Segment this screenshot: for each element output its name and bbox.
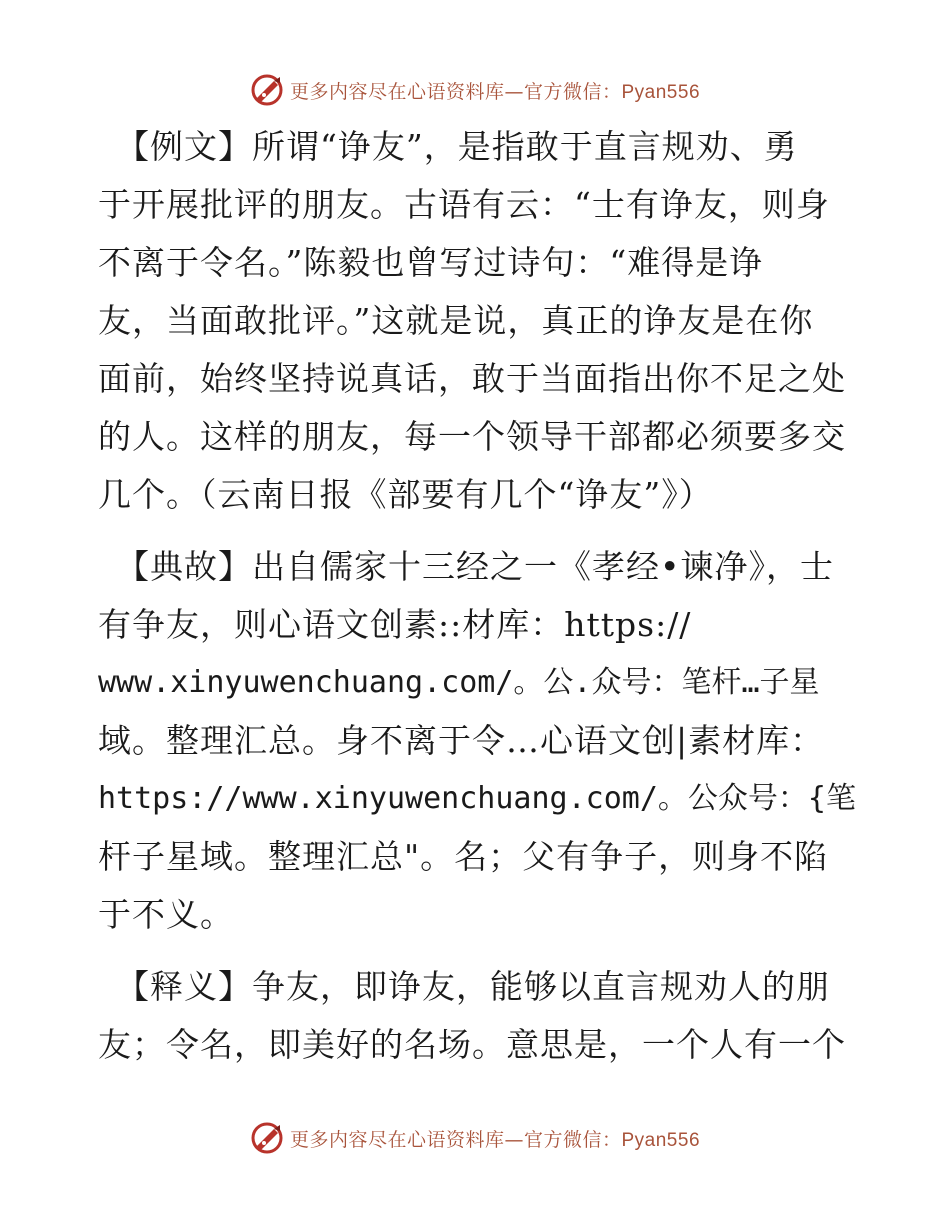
paragraph-meaning	[98, 958, 858, 1074]
footer-banner-text	[290, 1125, 700, 1152]
text-line: 【释义】争友，即诤友，能够以直言规劝人的朋	[116, 967, 830, 1006]
text-line: 面前，始终坚持说真话，敢于当面指出你不足之处	[98, 359, 846, 398]
footer-banner-wechat-id: Pyan556	[621, 1129, 701, 1151]
header-banner-cn: 更多内容尽在心语资料库—官方微信：	[289, 80, 622, 103]
document-body	[98, 118, 858, 1088]
pen-nib-logo-icon	[250, 73, 284, 107]
header-banner-text	[290, 77, 700, 104]
text-line: 于不义。	[98, 895, 234, 934]
pen-nib-logo-icon	[250, 1121, 284, 1155]
text-line: 不离于令名。”陈毅也曾写过诗句：“难得是诤	[98, 243, 764, 282]
text-line: 的人。这样的朋友，每一个领导干部都必须要多交	[98, 417, 846, 456]
text-line: 有争友，则心语文创素::材库：https://	[98, 605, 692, 644]
text-line: 杆子星域。整理汇总"。名；父有争子，则身不陷	[98, 837, 829, 876]
header-banner-wechat-id: Pyan556	[621, 81, 701, 103]
text-line: 【例文】所谓“诤友”，是指敢于直言规劝、勇	[116, 127, 798, 166]
header-banner	[0, 70, 950, 110]
text-line: www.xinyuwenchuang.com/。公.众号：笔杆…子星	[98, 665, 820, 700]
text-line: https://www.xinyuwenchuang.com/。公众号：{笔	[98, 781, 856, 816]
text-line: 域。整理汇总。身不离于令…心语文创|素材库：	[98, 721, 825, 760]
paragraph-allusion	[98, 538, 858, 944]
text-line: 【典故】出自儒家十三经之一《孝经•谏净》，士	[116, 547, 834, 586]
text-line: 友，当面敢批评。”这就是说，真正的诤友是在你	[98, 301, 814, 340]
footer-banner-cn: 更多内容尽在心语资料库—官方微信：	[289, 1128, 622, 1151]
text-line: 于开展批评的朋友。古语有云：“士有诤友，则身	[98, 185, 830, 224]
text-line: 友；令名，即美好的名场。意思是，一个人有一个	[98, 1025, 846, 1064]
text-line: 几个。（云南日报《部要有几个“诤友”》）	[98, 475, 713, 514]
footer-banner	[0, 1118, 950, 1158]
paragraph-example	[98, 118, 858, 524]
